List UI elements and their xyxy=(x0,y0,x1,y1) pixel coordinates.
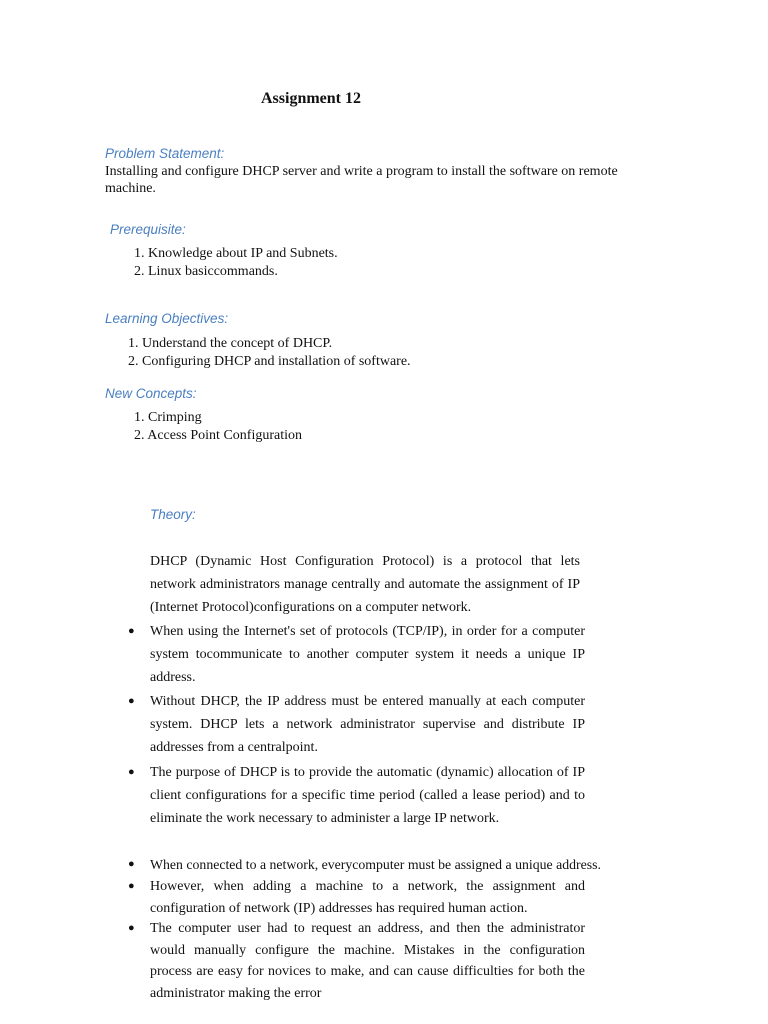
learning-objectives-heading: Learning Objectives: xyxy=(105,311,229,326)
bullet-icon: ● xyxy=(128,858,135,870)
list-item: ● When using the Internet's set of protocols (TCP/IP), in order for a computer system tocommunicate to another computer system it needs a unique IP address. xyxy=(150,620,585,689)
list-item: 2. Linux basiccommands. xyxy=(134,264,278,279)
bullet-icon: ● xyxy=(128,695,135,707)
bullet-icon: ● xyxy=(128,922,135,934)
problem-statement-heading: Problem Statement: xyxy=(105,146,225,161)
list-item: 2. Access Point Configuration xyxy=(134,428,302,443)
new-concepts-heading: New Concepts: xyxy=(105,386,197,401)
list-item: 1. Crimping xyxy=(134,410,202,425)
theory-heading: Theory: xyxy=(150,507,196,522)
list-item: ● The computer user had to request an address, and then the administrator would manually configure the machine. Mistakes in the configuration process are easy for novices to make, and can cause difficulties for both the administrator making the error xyxy=(150,918,585,1004)
prerequisite-list xyxy=(134,245,338,281)
problem-statement-text: Installing and configure DHCP server and write a program to install the software on remote machine. xyxy=(105,164,618,196)
bullet-icon: ● xyxy=(128,625,135,637)
list-item: ● However, when adding a machine to a network, the assignment and configuration of network (IP) addresses has required human action. xyxy=(150,876,585,919)
list-item: ● When connected to a network, everycomputer must be assigned a unique address. xyxy=(150,854,650,876)
list-item: ● Without DHCP, the IP address must be entered manually at each computer system. DHCP lets a network administrator supervise and distribute IP addresses from a centralpoint. xyxy=(150,690,585,759)
theory-intro: DHCP (Dynamic Host Configuration Protocol) is a protocol that lets network administrators manage centrally and automate the assignment of IP (Internet Protocol)configurations on a computer network. xyxy=(150,554,580,615)
bullet-icon: ● xyxy=(128,880,135,892)
document-title: Assignment 12 xyxy=(261,90,362,107)
list-item: 1. Understand the concept of DHCP. xyxy=(128,336,333,351)
learning-objectives-list xyxy=(128,335,411,371)
prerequisite-heading: Prerequisite: xyxy=(110,222,186,237)
bullet-icon: ● xyxy=(128,766,135,778)
list-item: ● The purpose of DHCP is to provide the automatic (dynamic) allocation of IP client configurations for a specific time period (called a lease period) and to eliminate the work necessary to administer a large IP network. xyxy=(150,761,585,830)
list-item: 2. Configuring DHCP and installation of software. xyxy=(128,354,411,369)
list-item: 1. Knowledge about IP and Subnets. xyxy=(134,246,338,261)
new-concepts-list xyxy=(134,409,302,445)
